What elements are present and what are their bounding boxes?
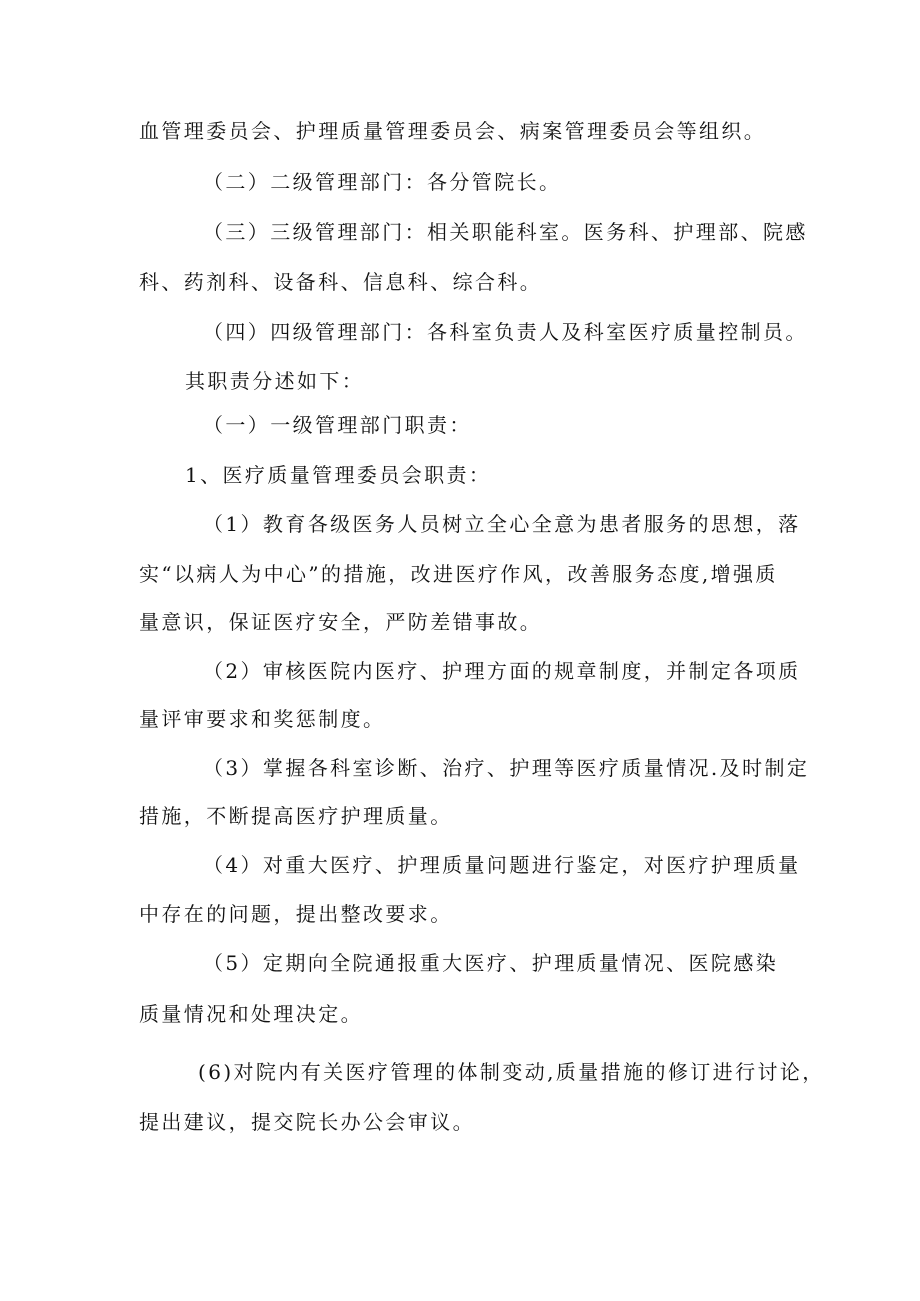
paragraph-line: （二）二级管理部门：各分管院长。: [203, 170, 562, 194]
paragraph-line: 实“以病人为中心”的措施，改进医疗作风，改善服务态度,增强质: [139, 562, 778, 586]
paragraph-line: （5）定期向全院通报重大医疗、护理质量情况、医院感染: [203, 951, 779, 975]
paragraph-line: （3）掌握各科室诊断、治疗、护理等医疗质量情况.及时制定: [203, 756, 810, 780]
paragraph-line: 量评审要求和奖惩制度。: [139, 707, 386, 731]
subsection-heading: 1、医疗质量管理委员会职责：: [185, 463, 492, 487]
paragraph-line: 科、药剂科、设备科、信息科、综合科。: [139, 270, 543, 294]
paragraph-line: 血管理委员会、护理质量管理委员会、病案管理委员会等组织。: [139, 119, 767, 143]
paragraph-line: 其职责分述如下：: [185, 369, 365, 393]
paragraph-line: 质量情况和处理决定。: [139, 1002, 363, 1026]
paragraph-line: 提出建议，提交院长办公会审议。: [139, 1110, 475, 1134]
paragraph-line: （1）教育各级医务人员树立全心全意为患者服务的思想，落: [203, 512, 801, 536]
paragraph-line: 措施，不断提高医疗护理质量。: [139, 804, 453, 828]
paragraph-line: （四）四级管理部门：各科室负责人及科室医疗质量控制员。: [203, 320, 808, 344]
paragraph-line: （三）三级管理部门：相关职能科室。医务科、护理部、院感: [203, 220, 808, 244]
paragraph-line: 中存在的问题，提出整改要求。: [139, 902, 453, 926]
paragraph-line: （2）审核医院内医疗、护理方面的规章制度，并制定各项质: [203, 659, 801, 683]
paragraph-line: 量意识，保证医疗安全，严防差错事故。: [139, 610, 543, 634]
paragraph-line: (6)对院内有关医疗管理的体制变动,质量措施的修订进行讨论，: [198, 1060, 825, 1084]
paragraph-line: （4）对重大医疗、护理质量问题进行鉴定，对医疗护理质量: [203, 853, 801, 877]
section-heading: （一）一级管理部门职责：: [203, 413, 472, 437]
